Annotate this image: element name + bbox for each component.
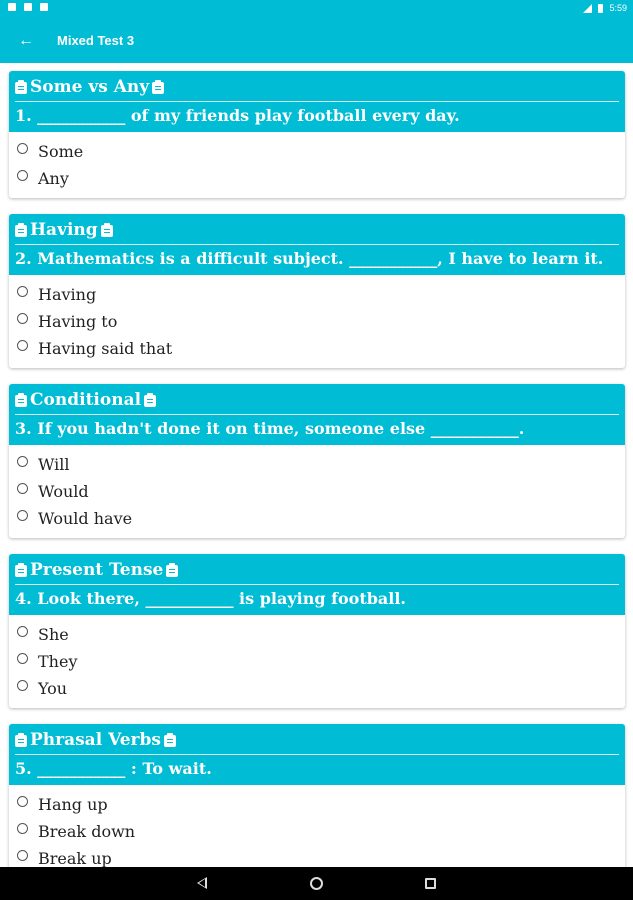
radio-button[interactable] (17, 340, 28, 351)
answer-option[interactable] (17, 845, 615, 867)
answer-option[interactable] (17, 648, 615, 675)
radio-button[interactable] (17, 823, 28, 834)
answer-option[interactable] (17, 308, 615, 335)
signal-icon (583, 4, 592, 13)
divider (15, 754, 619, 755)
topic-title (15, 559, 619, 581)
question-text: 2. Mathematics is a difficult subject. ___________, I have to learn it. (15, 249, 604, 268)
notification-icon (40, 3, 48, 11)
nav-back-icon[interactable] (197, 877, 207, 889)
radio-button[interactable] (17, 626, 28, 637)
option-label: They (38, 652, 78, 671)
option-label: She (38, 625, 69, 644)
divider (15, 244, 619, 245)
question-header (9, 724, 625, 785)
question-text: 3. If you hadn't done it on time, someone else ___________. (15, 419, 525, 438)
system-nav-bar (0, 867, 633, 900)
question-list[interactable] (0, 63, 633, 867)
topic-title (15, 389, 619, 411)
app-bar (0, 18, 633, 63)
answer-options (9, 445, 625, 538)
answer-option[interactable] (17, 621, 615, 648)
radio-button[interactable] (17, 510, 28, 521)
clipboard-icon (164, 733, 176, 747)
clipboard-icon (15, 393, 27, 407)
radio-button[interactable] (17, 286, 28, 297)
option-label: Having to (38, 312, 118, 331)
question-header (9, 71, 625, 132)
option-label: Having (38, 285, 97, 304)
question-text: 4. Look there, ___________ is playing football. (15, 589, 406, 608)
question-text: 1. ___________ of my friends play football every day. (15, 106, 460, 125)
question-text: 5. ___________ : To wait. (15, 759, 212, 778)
option-label: Having said that (38, 339, 173, 358)
question-card (9, 71, 625, 198)
topic-title (15, 729, 619, 751)
status-time: 5:59 (609, 3, 627, 13)
notification-icon (24, 3, 32, 11)
answer-option[interactable] (17, 165, 615, 192)
notification-icon (8, 3, 16, 11)
answer-option[interactable] (17, 281, 615, 308)
option-label: Break down (38, 822, 136, 841)
system-icons (583, 3, 627, 13)
clipboard-icon (15, 223, 27, 237)
question-header (9, 384, 625, 445)
clipboard-icon (15, 80, 27, 94)
divider (15, 584, 619, 585)
option-label: Would have (38, 509, 133, 528)
radio-button[interactable] (17, 170, 28, 181)
radio-button[interactable] (17, 483, 28, 494)
topic-label: Having (30, 220, 98, 240)
answer-option[interactable] (17, 505, 615, 532)
answer-options (9, 785, 625, 867)
topic-label: Conditional (30, 390, 142, 410)
clipboard-icon (15, 563, 27, 577)
back-button[interactable] (14, 29, 38, 53)
divider (15, 101, 619, 102)
radio-button[interactable] (17, 796, 28, 807)
question-card (9, 554, 625, 708)
answer-option[interactable] (17, 478, 615, 505)
answer-options (9, 132, 625, 198)
question-card (9, 384, 625, 538)
option-label: Would (38, 482, 89, 501)
battery-icon (598, 4, 603, 13)
topic-label: Some vs Any (30, 77, 150, 97)
arrow-left-icon: ← (18, 32, 34, 49)
topic-title (15, 219, 619, 241)
option-label: You (38, 679, 68, 698)
option-label: Hang up (38, 795, 108, 814)
option-label: Will (38, 455, 70, 474)
nav-recents-icon[interactable] (425, 878, 436, 889)
answer-option[interactable] (17, 791, 615, 818)
clipboard-icon (144, 393, 156, 407)
radio-button[interactable] (17, 850, 28, 861)
answer-option[interactable] (17, 675, 615, 702)
radio-button[interactable] (17, 313, 28, 324)
answer-option[interactable] (17, 818, 615, 845)
question-header (9, 554, 625, 615)
nav-home-icon[interactable] (310, 877, 323, 890)
answer-option[interactable] (17, 335, 615, 362)
option-label: Any (38, 169, 69, 188)
divider (15, 414, 619, 415)
clipboard-icon (166, 563, 178, 577)
radio-button[interactable] (17, 653, 28, 664)
question-card (9, 214, 625, 368)
question-card (9, 724, 625, 867)
option-label: Some (38, 142, 84, 161)
answer-option[interactable] (17, 451, 615, 478)
question-header (9, 214, 625, 275)
topic-label: Phrasal Verbs (30, 730, 161, 750)
topic-label: Present Tense (30, 560, 164, 580)
clipboard-icon (101, 223, 113, 237)
clipboard-icon (15, 733, 27, 747)
page-title: Mixed Test 3 (57, 33, 135, 48)
radio-button[interactable] (17, 680, 28, 691)
status-bar (0, 0, 633, 18)
answer-options (9, 615, 625, 708)
radio-button[interactable] (17, 456, 28, 467)
topic-title (15, 76, 619, 98)
radio-button[interactable] (17, 143, 28, 154)
clipboard-icon (152, 80, 164, 94)
notification-icons (8, 3, 48, 11)
option-label: Break up (38, 849, 112, 867)
answer-options (9, 275, 625, 368)
answer-option[interactable] (17, 138, 615, 165)
